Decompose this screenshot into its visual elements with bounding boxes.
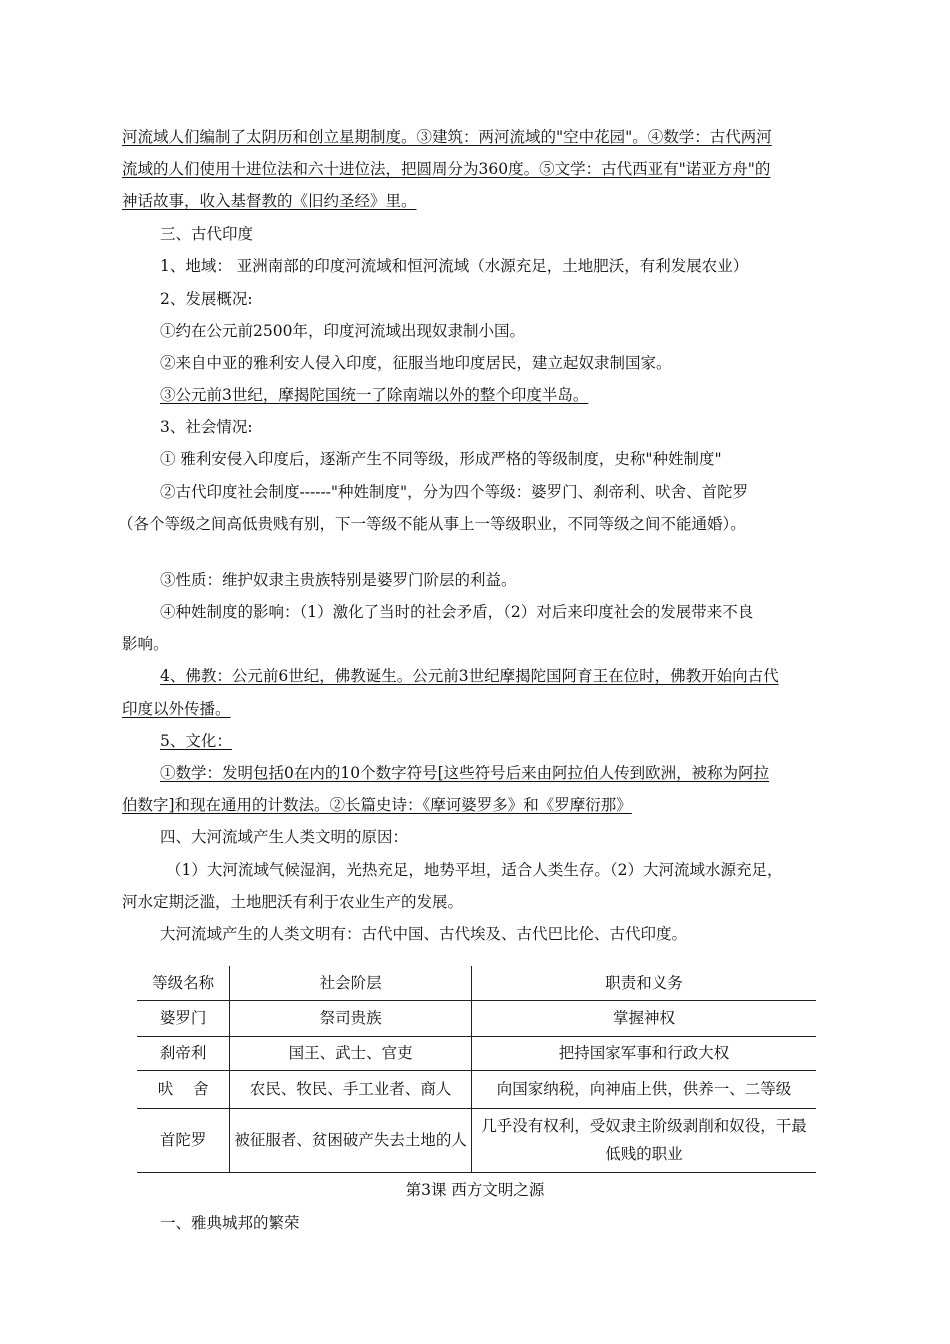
table-cell: 农民、牧民、手工业者、商人 — [230, 1070, 472, 1108]
table-row — [137, 1070, 816, 1108]
text-line: ①数学：发明包括0在内的10个数字符号[这些符号后来由阿拉伯人传到欧洲，被称为阿拉 — [160, 764, 770, 782]
text-line — [160, 385, 832, 407]
table-cell: 被征服者、贫困破产失去土地的人 — [230, 1108, 472, 1172]
text-line: （1）大河流域气候湿润，光热充足，地势平坦，适合人类生存。（2）大河流域水源充足， — [166, 861, 783, 879]
text-line: 流域的人们使用十进位法和六十进位法，把圆周分为360度。⑤文学：古代西亚有"诺亚方舟"的 — [122, 160, 771, 178]
caste-table — [137, 966, 816, 1173]
section-heading: 三、古代印度 — [160, 225, 254, 243]
table-header-cell: 职责和义务 — [471, 966, 816, 1000]
section-heading: 一、雅典城邦的繁荣 — [160, 1214, 300, 1232]
table-cell: 几乎没有权利，受奴隶主阶级剥削和奴役，干最低贱的职业 — [471, 1108, 816, 1172]
table-header-cell: 等级名称 — [137, 966, 230, 1000]
text-line: ④种姓制度的影响：（1）激化了当时的社会矛盾，（2）对后来印度社会的发展带来不良 — [160, 603, 754, 621]
table-cell: 把持国家军事和行政大权 — [471, 1036, 816, 1070]
text-line — [160, 731, 832, 753]
text-line: 4、佛教：公元前6世纪，佛教诞生。公元前3世纪摩揭陀国阿育王在位时，佛教开始向古代 — [160, 667, 779, 685]
table-cell: 国王、武士、官吏 — [230, 1036, 472, 1070]
text-line: 3、社会情况: — [160, 418, 253, 436]
table-cell: 刹帝利 — [137, 1036, 230, 1070]
text-line: ③性质：维护奴隶主贵族特别是婆罗门阶层的利益。 — [160, 571, 517, 589]
table-cell: 首陀罗 — [137, 1108, 230, 1172]
table-row — [137, 1108, 816, 1172]
text-line: 影响。 — [122, 635, 169, 653]
text-line: 大河流域产生的人类文明有：古代中国、古代埃及、古代巴比伦、古代印度。 — [160, 925, 688, 943]
text-line: ① 雅利安侵入印度后，逐渐产生不同等级，形成严格的等级制度，史称"种姓制度" — [160, 450, 722, 468]
table-cell: 向国家纳税，向神庙上供，供养一、二等级 — [471, 1070, 816, 1108]
table-row — [137, 1000, 816, 1036]
text-span: 印度以外传播。 — [122, 700, 231, 718]
table-cell: 祭司贵族 — [230, 1000, 472, 1036]
text-line — [122, 191, 832, 213]
text-line: 河水定期泛滥，土地肥沃有利于农业生产的发展。 — [122, 893, 464, 911]
text-line: ②古代印度社会制度------"种姓制度"，分为四个等级：婆罗门、刹帝利、吠舍、首陀罗 — [160, 483, 749, 501]
table-cell: 掌握神权 — [471, 1000, 816, 1036]
table-cell: 吠 舍 — [137, 1070, 230, 1108]
text-line — [122, 795, 832, 817]
lesson-title: 第3课 西方文明之源 — [405, 1181, 545, 1199]
text-span: 伯数字]和现在通用的计数法。②长篇史诗：《摩诃婆罗多》和《罗摩衍那》 — [122, 796, 632, 814]
text-line: ②来自中亚的雅利安人侵入印度，征服当地印度居民，建立起奴隶制国家。 — [160, 354, 672, 372]
text-span: ③公元前3世纪，摩揭陀国统一了除南端以外的整个印度半岛。 — [160, 386, 589, 404]
text-line: （各个等级之间高低贵贱有别，下一等级不能从事上一等级职业，不同等级之间不能通婚）。 — [118, 515, 746, 533]
table-row — [137, 1036, 816, 1070]
table-header-cell: 社会阶层 — [230, 966, 472, 1000]
text-span: 神话故事，收入基督教的《旧约圣经》里。 — [122, 192, 417, 210]
table-header-row — [137, 966, 816, 1000]
text-line: 河流域人们编制了太阴历和创立星期制度。③建筑：两河流域的"空中花园"。④数学：古代两河 — [122, 128, 772, 146]
text-line — [122, 699, 832, 721]
text-line: ①约在公元前2500年，印度河流域出现奴隶制小国。 — [160, 322, 525, 340]
section-heading: 四、大河流域产生人类文明的原因： — [160, 828, 409, 846]
text-span: 5、文化： — [160, 732, 232, 750]
text-line: 2、发展概况: — [160, 290, 253, 308]
text-line: 1、地域： 亚洲南部的印度河流域和恒河流域（水源充足，土地肥沃，有利发展农业） — [160, 257, 749, 275]
table-cell: 婆罗门 — [137, 1000, 230, 1036]
